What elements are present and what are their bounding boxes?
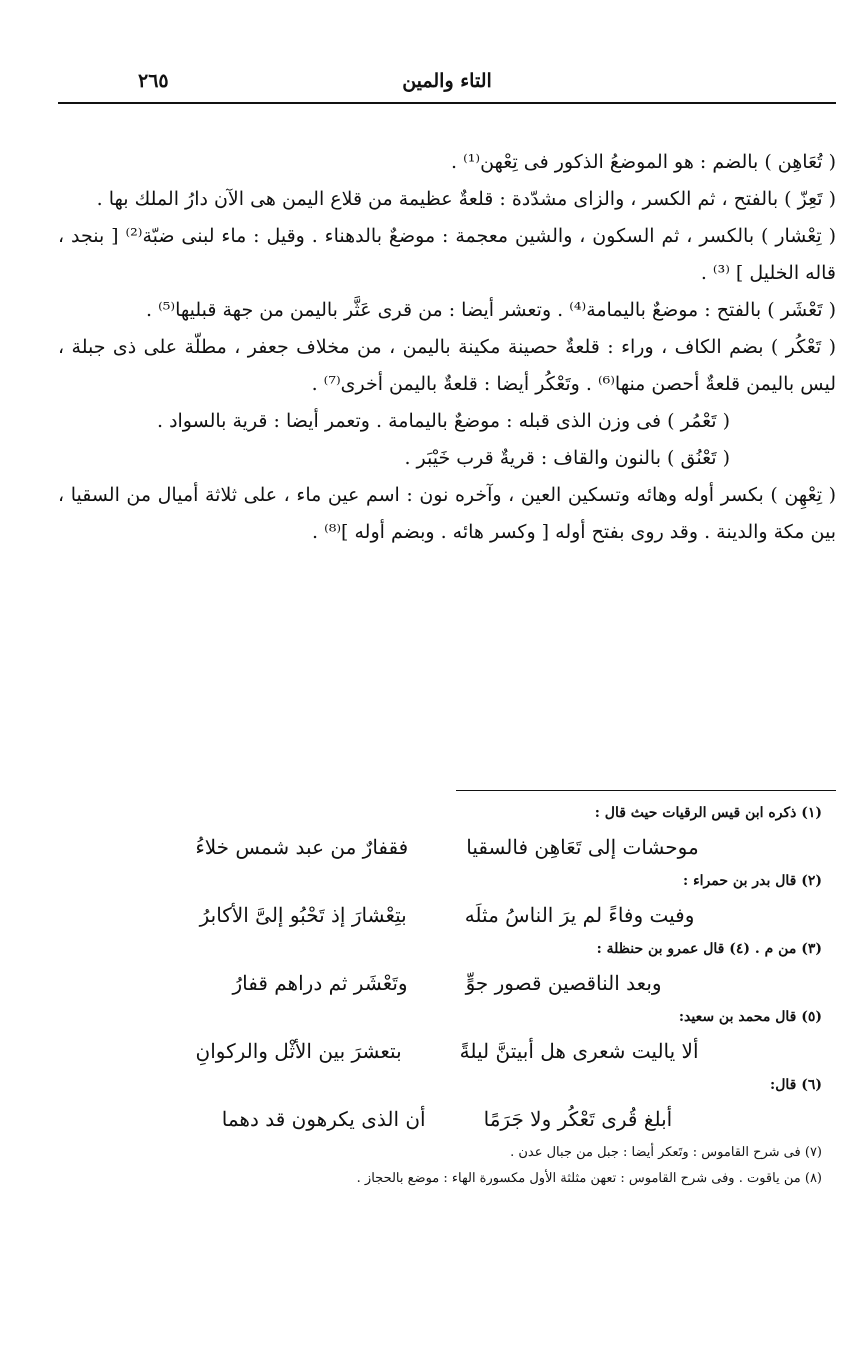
page-number: ٢٦٥ — [138, 70, 169, 92]
entry-tanuq: ( تَعْنُق ) بالنون والقاف : قريةٌ قرب خَيْبَر . — [404, 447, 730, 469]
entry-tishar: ( تِعْشار ) بالكسر ، ثم السكون ، والشين معجمة : موضعٌ بالدهناء . وقيل : ماء لبنى ضبّة⁽²⁾ [ بنجد ، قاله الخليل ] ⁽³⁾ . — [58, 225, 836, 284]
footnote-1 — [58, 800, 836, 868]
entry-tashar: ( تَعْشَر ) بالفتح : موضعٌ باليمامة⁽⁴⁾ . وتعشر أيضا : من قرى عَثَّر باليمن من جهة قبليها⁽⁵⁾ . — [146, 299, 836, 321]
verse-first-half: موحشات إلى تَعَاهِن فالسقيا — [466, 835, 699, 859]
verse-second-half: أن الذى يكرهون قد دهما — [221, 1107, 426, 1131]
footnote-label: (٣) من م . (٤) قال عمرو بن حنظلة : — [596, 941, 822, 957]
verse — [58, 1098, 836, 1140]
footnote-divider — [456, 790, 836, 791]
footnote-2 — [58, 868, 836, 936]
footnote-label: (١) ذكره ابن قيس الرقيات حيث قال : — [594, 805, 822, 821]
footnote-label: (٢) قال بدر بن حمراء : — [683, 873, 822, 889]
main-text — [58, 144, 836, 551]
entry-tihin: ( تِعْهِن ) بكسر أوله وهائه وتسكين العين ، وآخره نون : اسم عين ماء ، على ثلاثة أميال من السقيا ، بين مكة والدينة . وقد روى بفتح أوله [ وكسر هائه . وبضم أوله ]⁽⁸⁾ . — [58, 484, 836, 543]
entry-tamur: ( تَعْمُر ) فى وزن الذى قبله : موضعٌ باليمامة . وتعمر أيضا : قرية بالسواد . — [156, 410, 730, 432]
footnote-7: (٧) فى شرح القاموس : وتَعكر أيضا : جبل من جبال عدن . — [510, 1145, 822, 1160]
verse — [58, 1030, 836, 1072]
verse — [58, 962, 836, 1004]
verse — [58, 826, 836, 868]
page-header — [58, 62, 836, 104]
footnote-5 — [58, 1004, 836, 1072]
verse-first-half: وفيت وفاءً لم يرَ الناسُ مثلَه — [464, 903, 695, 927]
footnotes — [58, 800, 836, 1192]
verse — [58, 894, 836, 936]
verse-first-half: وبعد الناقصين قصور جوٍّ — [465, 971, 662, 995]
footnote-3-4 — [58, 936, 836, 1004]
verse-second-half: بتعشرَ بين الأثْل والركوانِ — [195, 1039, 402, 1063]
verse-first-half: ألا ياليت شعرى هل أبيتنَّ ليلةً — [459, 1039, 699, 1063]
verse-second-half: وتَعْشَر ثم دراهم قفارُ — [232, 971, 408, 995]
page-title: التاء والمين — [402, 70, 492, 92]
footnote-label: (٥) قال محمد بن سعيد: — [678, 1009, 822, 1025]
entry-takur: ( تَعْكُر ) بضم الكاف ، وراء : قلعةٌ حصينة مكينة باليمن ، من مخلاف جعفر ، مطلّة على ذى جبلة ، ليس باليمن قلعةٌ أحصن منها⁽⁶⁾ . وتَعْكُر أيضا : قلعةٌ باليمن أخرى⁽⁷⁾ . — [58, 336, 836, 395]
verse-second-half: بتِعْشارَ إذ تَحْبُو إلىَّ الأكابرُ — [199, 903, 407, 927]
verse-first-half: أبلغ قُرى تَعْكُر ولا جَرَمًا — [483, 1107, 673, 1131]
footnote-6 — [58, 1072, 836, 1140]
entry-ta-ahin: ( تُعَاهِن ) بالضم : هو الموضعُ الذكور فى تِعْهن⁽¹⁾ . — [451, 151, 836, 173]
page — [58, 62, 836, 1186]
footnote-label: (٦) قال: — [770, 1077, 822, 1093]
entry-taizz: ( تَعِزّ ) بالفتح ، ثم الكسر ، والزاى مشدّدة : قلعةٌ عظيمة من قلاع اليمن هى الآن دارُ الملك بها . — [96, 188, 836, 210]
verse-second-half: فقفارٌ من عبد شمس خلاءُ — [195, 835, 409, 859]
footnote-8: (٨) من ياقوت . وفى شرح القاموس : تعهن مثلثة الأول مكسورة الهاء : موضع بالحجاز . — [356, 1171, 822, 1186]
